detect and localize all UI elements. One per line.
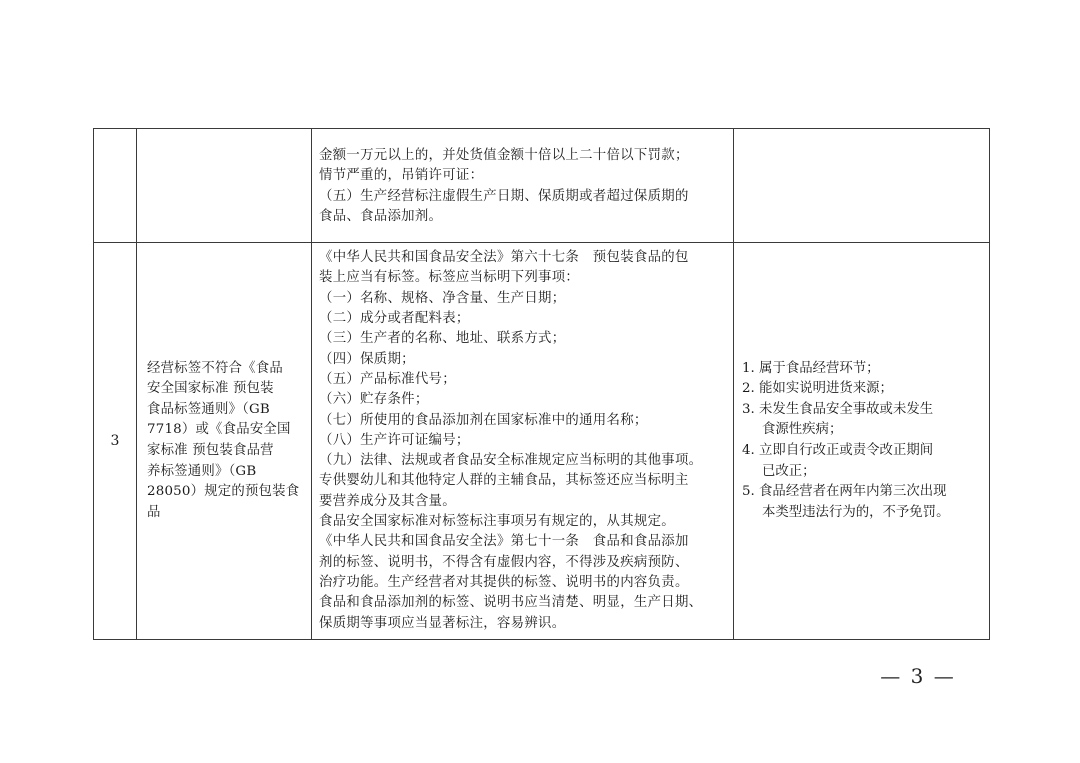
row-number-cell: 3 [94, 243, 137, 640]
exemption-conditions-cell [734, 129, 990, 243]
text-line: 7718）或《食品安全国 [147, 422, 291, 438]
text-line: （二）成分或者配料表； [319, 311, 470, 327]
text-line: 经营标签不符合《食品 [147, 360, 283, 376]
exemption-condition-line: 3. 未发生食品安全事故或未发生 [742, 401, 934, 417]
text-line: 剂的标签、说明书，不得含有虚假内容，不得涉及疾病预防、 [319, 554, 689, 570]
legal-basis-cell [312, 129, 734, 243]
legal-basis-text [312, 144, 733, 227]
text-line: 安全国家标准 预包装 [147, 381, 274, 397]
text-line: （五）产品标准代号； [319, 371, 456, 387]
exemption-condition-line: 1. 属于食品经营环节； [742, 360, 880, 376]
violation-subject-text [137, 359, 311, 524]
penalty-exemption-table [93, 128, 990, 640]
text-line: （九）法律、法规或者食品安全标准规定应当标明的其他事项。 [319, 453, 703, 469]
text-line: 食品标签通则》（GB [147, 401, 270, 417]
page-number: — 3 — [880, 664, 956, 688]
text-line: 专供婴幼儿和其他特定人群的主辅食品，其标签还应当标明主 [319, 473, 689, 489]
text-line: 情节严重的，吊销许可证： [319, 168, 484, 184]
table-row [94, 243, 990, 640]
text-line: 食品和食品添加剂的标签、说明书应当清楚、明显，生产日期、 [319, 595, 703, 611]
exemption-conditions-cell [734, 243, 990, 640]
violation-subject-cell [137, 129, 312, 243]
table-row [94, 129, 990, 243]
text-line: 要营养成分及其含量。 [319, 493, 456, 509]
text-line: （七）所使用的食品添加剂在国家标准中的通用名称； [319, 412, 648, 428]
text-line: （六）贮存条件； [319, 392, 429, 408]
legal-basis-cell [312, 243, 734, 640]
exemption-condition-line: 5. 食品经营者在两年内第三次出现 [742, 484, 947, 500]
text-line: 28050）规定的预包装食 [147, 484, 300, 500]
text-line: 装上应当有标签。标签应当标明下列事项： [319, 270, 580, 286]
text-line: （一）名称、规格、净含量、生产日期； [319, 290, 566, 306]
exemption-condition-line: 2. 能如实说明进货来源； [742, 381, 893, 397]
text-line: （八）生产许可证编号； [319, 432, 470, 448]
text-line: 保质期等事项应当显著标注，容易辨识。 [319, 615, 566, 631]
text-line: 食品安全国家标准对标签标注事项另有规定的，从其规定。 [319, 514, 675, 530]
text-line: 《中华人民共和国食品安全法》第六十七条 预包装食品的包 [319, 250, 689, 266]
exemption-conditions-list [734, 359, 989, 524]
text-line: 养标签通则》（GB [147, 463, 257, 479]
exemption-condition-line: 已改正； [762, 463, 816, 479]
text-line: （五）生产经营标注虚假生产日期、保质期或者超过保质期的 [319, 188, 689, 204]
text-line: 治疗功能。生产经营者对其提供的标签、说明书的内容负责。 [319, 574, 689, 590]
text-line: 品 [147, 504, 161, 520]
exemption-condition-line: 4. 立即自行改正或责令改正期间 [742, 443, 934, 458]
text-line: 《中华人民共和国食品安全法》第七十一条 食品和食品添加 [319, 534, 689, 550]
violation-subject-cell [137, 243, 312, 640]
legal-basis-text [312, 248, 733, 634]
exemption-condition-line: 食源性疾病； [762, 422, 843, 438]
text-line: 金额一万元以上的，并处货值金额十倍以上二十倍以下罚款； [319, 147, 689, 163]
text-line: 食品、食品添加剂。 [319, 208, 443, 224]
row-number-cell [94, 129, 137, 243]
text-line: （三）生产者的名称、地址、联系方式； [319, 331, 566, 347]
text-line: （四）保质期； [319, 351, 415, 367]
text-line: 家标准 预包装食品营 [147, 443, 274, 458]
exemption-condition-line: 本类型违法行为的，不予免罚。 [762, 504, 950, 520]
